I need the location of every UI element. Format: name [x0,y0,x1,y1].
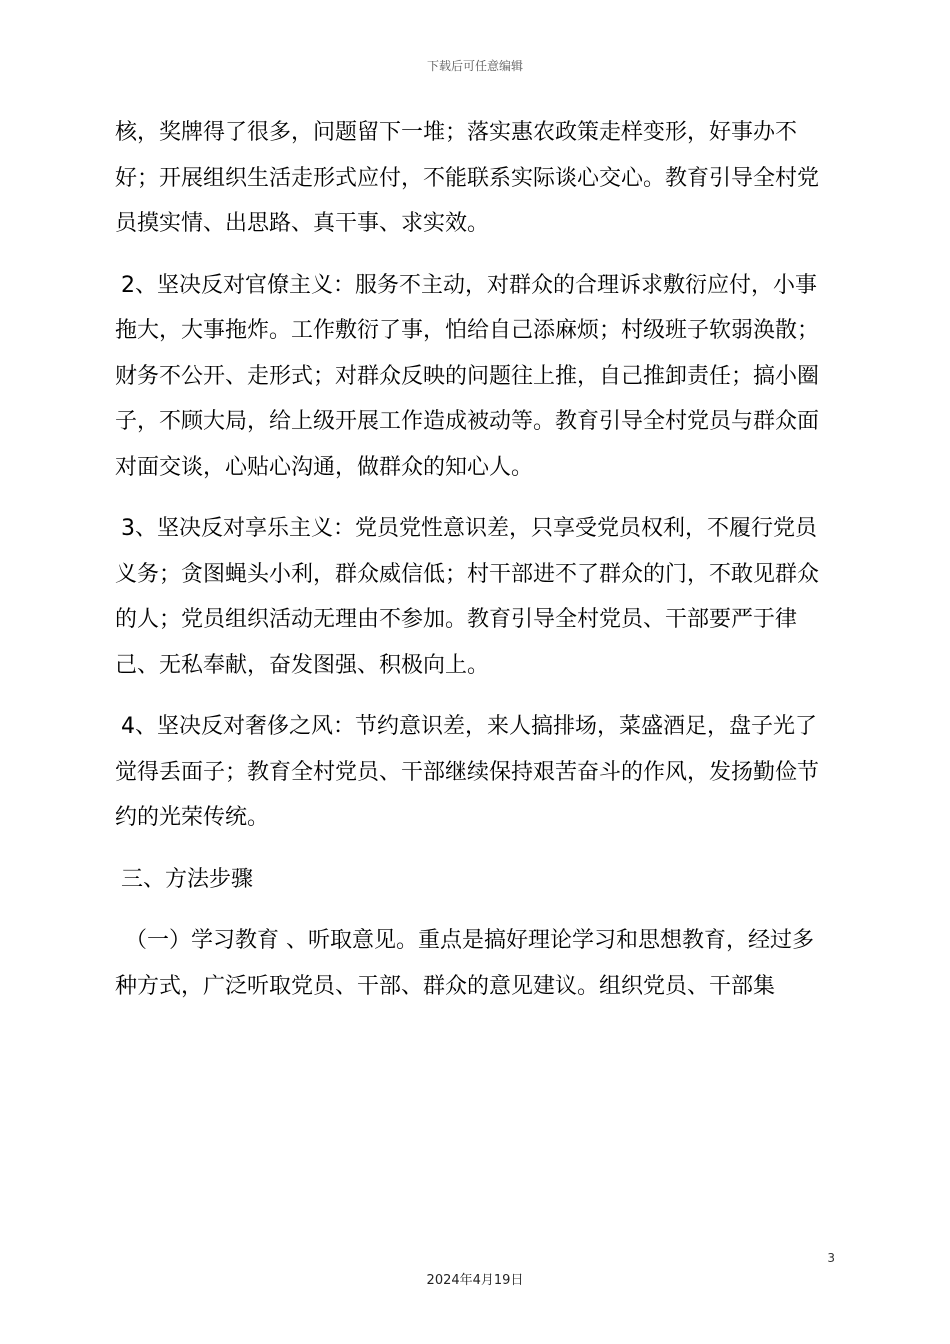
document-body [115,110,835,1009]
section-heading-methods: 三、方法步骤 [121,866,254,892]
paragraph-subsection-1: （一）学习教育 、听取意见。重点是搞好理论学习和思想教育，经过多种方式，广泛听取党员、干部、群众的意见建议。组织党员、干部集 [115,928,814,999]
page-number: 3 [827,1251,835,1265]
footer-date: 2024年4月19日 [426,1273,524,1288]
paragraph-item-3: 3、坚决反对享乐主义：党员党性意识差，只享受党员权利，不履行党员义务；贪图蝇头小利，群众威信低；村干部进不了群众的门，不敢见群众的人；党员组织活动无理由不参加。教育引导全村党员、干部要严于律己、无私奉献，奋发图强、积极向上。 [115,516,820,678]
paragraph-continuation: 核，奖牌得了很多，问题留下一堆；落实惠农政策走样变形，好事办不好；开展组织生活走形式应付，不能联系实际谈心交心。教育引导全村党员摸实情、出思路、真干事、求实效。 [115,120,820,236]
paragraph-item-4: 4、坚决反对奢侈之风：节约意识差，来人搞排场，菜盛酒足，盘子光了觉得丢面子；教育全村党员、干部继续保持艰苦奋斗的作风，发扬勤俭节约的光荣传统。 [115,714,820,830]
paragraph-item-2: 2、坚决反对官僚主义：服务不主动，对群众的合理诉求敷衍应付，小事拖大，大事拖炸。工作敷衍了事，怕给自己添麻烦；村级班子软弱涣散；财务不公开、走形式；对群众反映的问题往上推，自己推卸责任；搞小圈子，不顾大局，给上级开展工作造成被动等。教育引导全村党员与群众面对面交谈，心贴心沟通，做群众的知心人。 [115,272,820,480]
page-header: 下载后可任意编辑 [426,59,523,73]
